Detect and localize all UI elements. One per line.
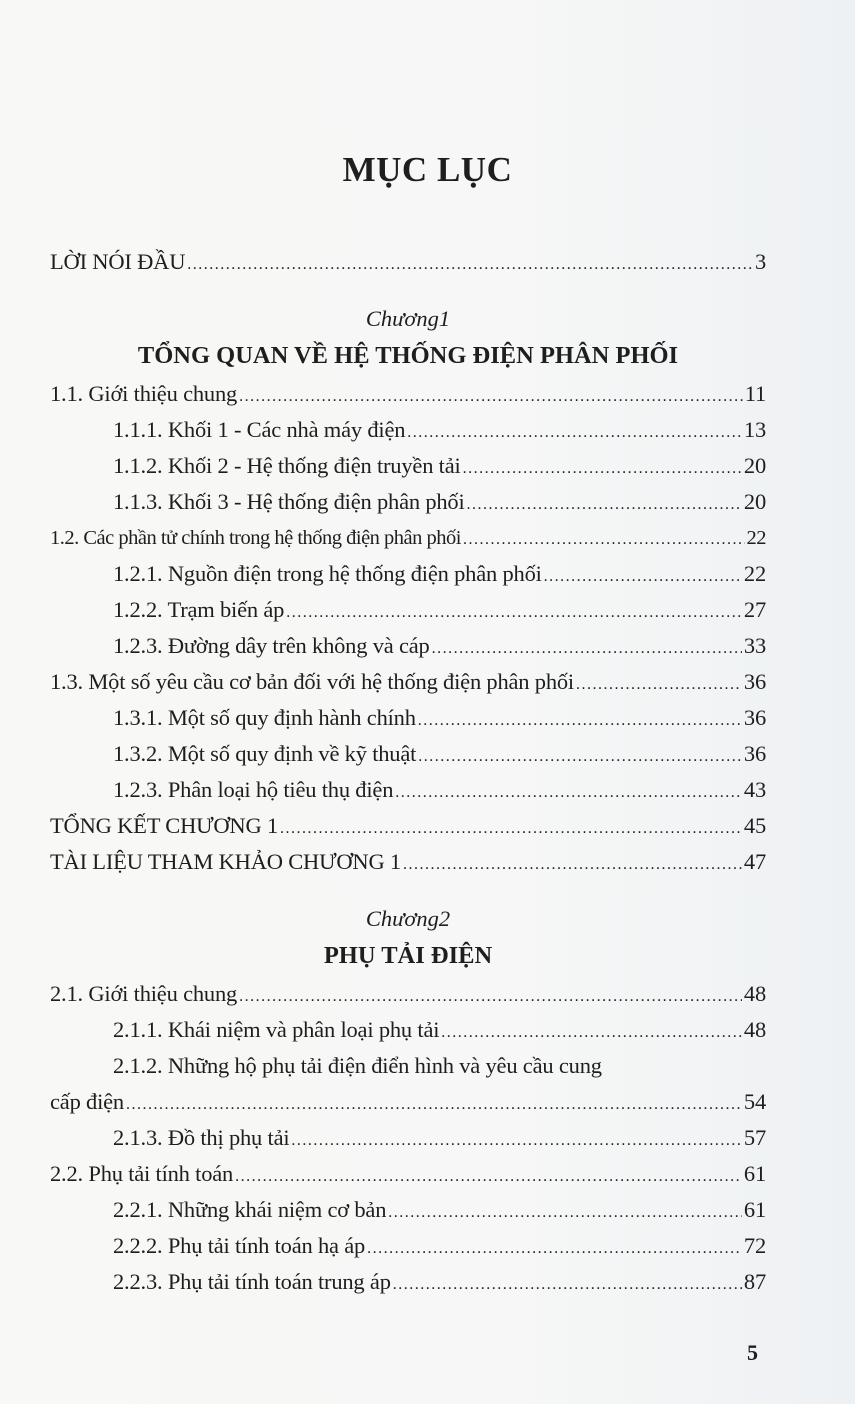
toc-entry-label: 1.1. Giới thiệu chung: [50, 381, 238, 406]
toc-entry-page: 36: [743, 705, 766, 730]
toc-entry-label: 1.2.1. Nguồn điện trong hệ thống điện phân phối: [113, 561, 542, 586]
dot-leader: [367, 1231, 742, 1267]
toc-entry: [50, 844, 766, 880]
toc-entry-label: 1.3. Một số yêu cầu cơ bản đối với hệ thống điện phân phối: [50, 669, 574, 694]
toc-entry-page: 48: [743, 1017, 766, 1042]
chapter-label: Chương2: [365, 906, 451, 931]
dot-leader: [187, 247, 753, 283]
toc-entry-page: 45: [743, 813, 766, 838]
dot-leader: [418, 703, 742, 739]
toc-entry-page: 27: [743, 597, 766, 622]
toc-entry-page: 43: [743, 777, 766, 802]
toc-entry: [50, 1012, 766, 1048]
toc-entry-label: 2.2.1. Những khái niệm cơ bản: [113, 1197, 387, 1222]
toc-entry: [50, 628, 766, 664]
toc-entry: [50, 412, 766, 448]
toc-entry-label: 1.1.2. Khối 2 - Hệ thống điện truyền tải: [113, 453, 461, 478]
chapter-title: PHỤ TẢI ĐIỆN: [323, 942, 493, 969]
toc-entry-page: 22: [746, 527, 766, 549]
page-number: 5: [747, 1340, 758, 1365]
toc-entry-page: 57: [743, 1125, 766, 1150]
toc-entry-page: 61: [743, 1197, 766, 1222]
toc-entry: [50, 736, 766, 772]
toc-entry: [50, 376, 766, 412]
dot-leader: [286, 595, 742, 631]
toc-entry-page: 11: [744, 381, 766, 406]
dot-leader: [395, 775, 742, 811]
toc-entry-page: 13: [743, 417, 766, 442]
toc-entry-label: 2.2. Phụ tải tính toán: [50, 1161, 234, 1186]
toc-entry: [50, 520, 766, 556]
toc-entry-page: 87: [743, 1269, 766, 1294]
dot-leader: [463, 451, 742, 487]
dot-leader: [576, 667, 742, 703]
toc-entry-page: 20: [743, 453, 766, 478]
toc-entry: [50, 1084, 766, 1120]
toc-entry: [50, 1264, 766, 1300]
toc-entry-label: 2.2.2. Phụ tải tính toán hạ áp: [113, 1233, 366, 1258]
toc-entry-label: LỜI NÓI ĐẦU: [50, 249, 186, 274]
toc-entry-label: 1.3.1. Một số quy định hành chính: [113, 705, 416, 730]
dot-leader: [432, 631, 742, 667]
toc-entry-page: 33: [743, 633, 766, 658]
toc-entry: [50, 664, 766, 700]
toc-entry-label: 2.2.3. Phụ tải tính toán trung áp: [113, 1269, 391, 1294]
dot-leader: [544, 559, 742, 595]
dot-leader: [126, 1087, 742, 1123]
dot-leader: [463, 522, 745, 558]
dot-leader: [291, 1123, 741, 1159]
toc-entry-label: 1.2. Các phần tử chính trong hệ thống điện phân phối: [50, 527, 461, 549]
dot-leader: [403, 847, 742, 883]
dot-leader: [239, 379, 743, 415]
dot-leader: [393, 1267, 742, 1303]
toc-entry: [50, 976, 766, 1012]
toc-entry-label: 2.1.3. Đồ thị phụ tải: [113, 1125, 290, 1150]
dot-leader: [407, 415, 742, 451]
dot-leader: [280, 811, 742, 847]
toc-entry: [50, 1228, 766, 1264]
dot-leader: [235, 1159, 742, 1195]
chapter-label: Chương1: [365, 306, 451, 331]
toc-entry: [50, 592, 766, 628]
toc-entry-label: cấp điện: [50, 1089, 124, 1114]
toc-entry: [50, 244, 766, 280]
toc-entry-label: TỔNG KẾT CHƯƠNG 1: [50, 813, 279, 838]
toc-entry-label: 2.1.2. Những hộ phụ tải điện điển hình và yêu cầu cung: [113, 1053, 602, 1078]
toc-entry: [50, 484, 766, 520]
dot-leader: [467, 487, 742, 523]
toc-entry-label: 1.1.1. Khối 1 - Các nhà máy điện: [113, 417, 406, 442]
toc-entry-label: 1.3.2. Một số quy định về kỹ thuật: [113, 741, 417, 766]
dot-leader: [239, 979, 742, 1015]
toc-entry: [50, 808, 766, 844]
toc-entry-label: 1.1.3. Khối 3 - Hệ thống điện phân phối: [113, 489, 465, 514]
toc-entry-page: 54: [743, 1089, 766, 1114]
toc-entry-label: 1.2.2. Trạm biến áp: [113, 597, 285, 622]
toc-entry-label: TÀI LIỆU THAM KHẢO CHƯƠNG 1: [50, 849, 401, 874]
toc-entry-page: 36: [743, 741, 766, 766]
toc-entry: [50, 448, 766, 484]
toc-entry: [50, 1048, 766, 1084]
dot-leader: [441, 1015, 742, 1051]
toc-entry-page: 72: [743, 1233, 766, 1258]
toc-entry-page: 22: [743, 561, 766, 586]
dot-leader: [418, 739, 742, 775]
toc-entry: [50, 1156, 766, 1192]
toc-entry-label: 1.2.3. Đường dây trên không và cáp: [113, 633, 430, 658]
toc-entry: [50, 1120, 766, 1156]
toc-entry: [50, 556, 766, 592]
table-of-contents: [50, 244, 766, 1300]
page-title: MỤC LỤC: [342, 150, 513, 189]
toc-entry-page: 47: [743, 849, 766, 874]
toc-entry-page: 36: [743, 669, 766, 694]
toc-entry-page: 48: [743, 981, 766, 1006]
toc-entry: [50, 700, 766, 736]
toc-entry-page: 61: [743, 1161, 766, 1186]
chapter-title: TỔNG QUAN VỀ HỆ THỐNG ĐIỆN PHÂN PHỐI: [137, 342, 679, 369]
toc-entry-page: 20: [743, 489, 766, 514]
toc-entry: [50, 1192, 766, 1228]
toc-entry: [50, 772, 766, 808]
toc-entry-label: 2.1. Giới thiệu chung: [50, 981, 238, 1006]
dot-leader: [388, 1195, 742, 1231]
toc-entry-page: 3: [754, 249, 766, 274]
toc-entry-label: 2.1.1. Khái niệm và phân loại phụ tải: [113, 1017, 440, 1042]
toc-entry-label: 1.2.3. Phân loại hộ tiêu thụ điện: [113, 777, 394, 802]
